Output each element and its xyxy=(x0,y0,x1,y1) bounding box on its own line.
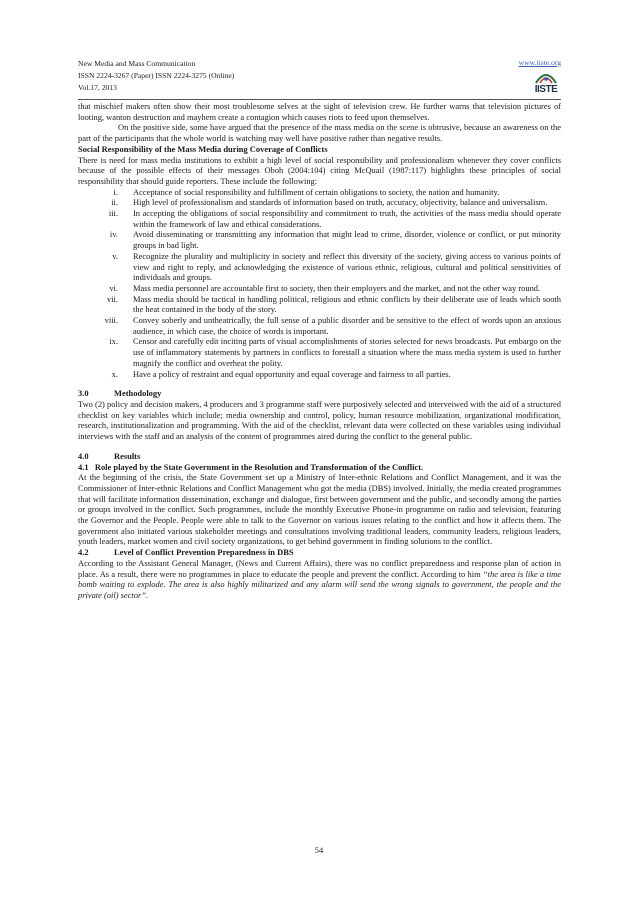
list-item: iii. In accepting the obligations of social responsibility and commitment to truth, the activities of the mass media should operate within the framework of law and ethical considerations. xyxy=(108,208,561,229)
methodology-text: Two (2) policy and decision makers, 4 producers and 3 programme staff were purposively selected and interveiwed with the aid of a structured checklist on key variables which include; media ownership and control, policy, human resource mobilization, organizational modification, research, institutionalization and programming. With the aid of the checklist, relevant data were collected on these variables using individual interviews with the staff and an analysis of the content of programmes aired during the conflict to the general public. xyxy=(78,398,561,442)
list-item: vii. Mass media should be tactical in handling political, religious and ethnic conflicts by their deliberate use of leads which sooth the heat contained in the body of the story. xyxy=(106,293,561,315)
logo-wordmark: IISTE xyxy=(534,84,558,95)
subsection-heading-4-1: 4.1 Role played by the State Government in the Resolution and Transformation of the Conflict. xyxy=(78,461,424,472)
social-responsibility-intro: There is need for mass media institutions to exhibit a high level of social responsibility and professionalism whenever they cover conflicts because of the possible effects of their messages Oboh (2004:104) citing McQuail (1987:117) highlights these principles of social responsibility that should guide reporters. These include the following: xyxy=(78,154,561,186)
subsection-heading-4-2: 4.2 Level of Conflict Prevention Preparedness in DBS xyxy=(78,547,294,558)
volume-line: Vol.17, 2013 xyxy=(78,83,117,92)
list-item: iv. Avoid disseminating or transmitting any information that might lead to crime, disorder, violence or conflict, or put minority groups in bad light. xyxy=(109,229,561,251)
subsection-4-2-text: According to the Assistant General Manager, (News and Current Affairs), there was no conflict preparedness and response plan of action in place. As a result, there were no programmes in place to educate the people and prevent the conflict. According to him “the area is like a time bomb waiting to explode. The area is also highly militarized and any alarm will send the wrong signals to government, the people and the private (oil) sector”. xyxy=(78,557,562,600)
article-body xyxy=(78,101,561,601)
list-item: ii. High level of professionalism and standards of information based on truth, accuracy, objectivity, balance and universalism. xyxy=(111,197,548,208)
section-heading-results: 4.0 Results xyxy=(78,450,141,461)
list-item: viii. Convey soberly and untheatrically, the full sense of a public disorder and be sensitive to the effect of words upon an anxious audience, in which case, the choice of words is important. xyxy=(104,315,561,336)
iiste-logo xyxy=(531,70,561,96)
list-item: vi. Mass media personnel are accountable first to society, then their employers and the market, and not the other way round. xyxy=(109,282,541,293)
interview-quote: “the area is like a time bomb waiting to explode. The area is also highly militarized and any alarm will send the wrong signals to government, the people and the private (oil) sector”. xyxy=(78,568,562,600)
header-divider xyxy=(78,99,561,100)
page-number: 54 xyxy=(314,845,324,855)
paragraph-positive-side: On the positive side, some have argued that the presence of the mass media on the scene is obtrusive, because an awareness on the part of the participants that the whole world is watching may well have positive rather than negative results. xyxy=(78,122,561,144)
list-item: x. Have a policy of restraint and equal opportunity and equal coverage and fairness to all parties. xyxy=(111,368,451,379)
section-heading-social-responsibility: Social Responsibility of the Mass Media during Coverage of Conflicts xyxy=(78,143,328,154)
issn-line: ISSN 2224-3267 (Paper) ISSN 2224-3275 (Online) xyxy=(78,71,235,80)
paragraph-continued: that mischief makers often show their most troublesome selves at the sight of television crew. He further warns that television pictures of looting, wanton destruction and mayhem create a contagion which causes riots to feed upon themselves. xyxy=(78,101,561,122)
logo-arc-icon xyxy=(534,70,558,84)
list-item: ix. Censor and carefully edit inciting parts of visual accomplishments of stories selected for news broadcasts. Put embargo on the use of inflammatory statements by partners in conflicts to forestall a situation where the mass media system is used to further magnify the conflict and overheat the polity. xyxy=(109,336,561,368)
subsection-4-1-text: At the beginning of the crisis, the State Government set up a Ministry of Inter-ethnic Relations and Conflict Management, and it was the Commissioner of Inter-ethnic Relations and Conflict Management who got the media (DBS) involved. Initially, the media created programmes that will facilitate information dissemination, exchange and dialogue, first between government and the public, and secondly among the parties or groups involved in the conflict. Such programmes, include the monthly Executive Phone-in programme on radio and television, featuring the Governor and the People. People were able to talk to the Governor on various issues relating to the conflict and how it affects them. The government also initiated various stakeholder meetings and consultations involving traditional leaders, community leaders, religious leaders, youth leaders, market women and civil society organizations, to get behind government in finding solutions to the conflict. xyxy=(78,472,561,547)
journal-name: New Media and Mass Communication xyxy=(78,59,196,68)
principles-list xyxy=(78,187,561,380)
journal-url-link[interactable]: www.iiste.org xyxy=(518,58,561,67)
list-item: i. Acceptance of social responsibility and fulfillment of certain obligations to society, the nation and humanity. xyxy=(113,186,500,197)
list-item: v. Recognize the plurality and multiplicity in society and reflect this diversity of the society, giving access to various points of view and right to reply, and acknowledging the existence of various ethnic, religious, cultural and political sensitivities of individuals and groups. xyxy=(112,250,561,283)
section-heading-methodology: 3.0 Methodology xyxy=(78,388,162,399)
